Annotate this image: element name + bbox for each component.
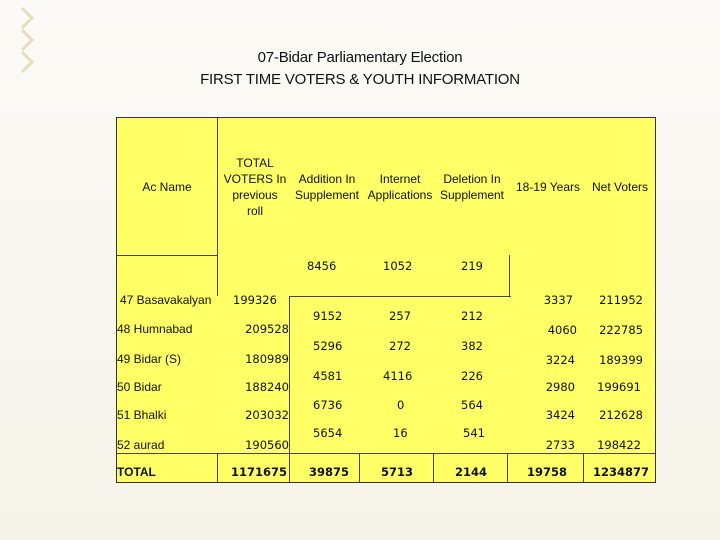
header-total-voters-line: TOTAL: [236, 156, 274, 170]
deletion-cell: 219: [461, 259, 483, 273]
internet-cell: 1052: [383, 259, 413, 273]
total-label: TOTAL: [117, 465, 156, 479]
header-total-voters-line: previous: [232, 188, 278, 202]
total-voters-cell: 180989: [245, 352, 289, 366]
total-voters-cell: 203032: [245, 408, 289, 422]
header-total-voters-line: VOTERS In: [223, 172, 287, 186]
ac-name-cell: 49 Bidar (S): [117, 352, 182, 366]
deletion-cell: 541: [463, 426, 485, 440]
net-voters-cell: 222785: [599, 323, 643, 337]
header-addition-line: Addition In: [298, 172, 356, 186]
years-total: 19758: [527, 465, 568, 479]
header-total-voters: [217, 155, 293, 219]
net-voters-cell: 199691: [597, 380, 641, 394]
total-voters-total: 1171675: [230, 465, 287, 479]
internet-total: 5713: [381, 465, 414, 479]
header-deletion-line: Deletion In: [443, 172, 501, 186]
years-cell: 3424: [545, 408, 575, 422]
addition-cell: 9152: [313, 309, 343, 323]
net-voters-cell: 211952: [599, 293, 643, 307]
addition-cell: 5296: [313, 339, 343, 353]
header-addition-line: Supplement: [294, 188, 360, 202]
internet-cell: 16: [393, 426, 408, 440]
header-addition: [289, 171, 365, 203]
net-voters-cell: 198422: [597, 438, 641, 452]
deletion-cell: 564: [461, 398, 483, 412]
total-voters-cell: 199326: [233, 293, 277, 307]
years-cell: 3224: [545, 353, 575, 367]
total-voters-cell: 188240: [245, 380, 289, 394]
header-total-voters-line: roll: [246, 204, 263, 218]
page-title: 07-Bidar Parliamentary Election: [257, 49, 463, 66]
voters-table: [116, 117, 656, 483]
header-internet-line: Internet: [379, 172, 421, 186]
header-internet-line: Applications: [367, 188, 433, 202]
net-voters-cell: 189399: [599, 353, 643, 367]
addition-cell: 8456: [307, 259, 337, 273]
header-ac-name: Ac Name: [142, 180, 192, 194]
net-voters-cell: 212628: [599, 408, 643, 422]
header-deletion: [435, 171, 509, 203]
ac-name-cell: 51 Bhalki: [117, 408, 167, 422]
total-voters-cell: 209528: [245, 322, 289, 336]
header-net-voters: Net Voters: [591, 180, 649, 194]
internet-cell: 4116: [383, 369, 413, 383]
deletion-cell: 382: [461, 339, 483, 353]
years-cell: 2733: [545, 438, 575, 452]
deletion-cell: 226: [461, 369, 483, 383]
ac-name-cell: 52 aurad: [117, 438, 165, 452]
header-deletion-line: Supplement: [439, 188, 505, 202]
internet-cell: 0: [397, 398, 405, 412]
ac-name-cell: 48 Humnabad: [117, 322, 193, 336]
addition-total: 39875: [309, 465, 350, 479]
page-subtitle: FIRST TIME VOTERS & YOUTH INFORMATION: [200, 71, 520, 88]
addition-cell: 6736: [313, 398, 343, 412]
header-18-19-years: 18-19 Years: [515, 180, 581, 194]
internet-cell: 257: [389, 309, 411, 323]
deletion-cell: 212: [461, 309, 483, 323]
header-internet: [363, 171, 437, 203]
ac-name-cell: 50 Bidar: [117, 380, 162, 394]
addition-cell: 5654: [313, 426, 343, 440]
years-cell: 2980: [545, 380, 575, 394]
deletion-total: 2144: [455, 465, 488, 479]
ac-name-cell: 47 Basavakalyan: [120, 293, 212, 307]
addition-cell: 4581: [313, 369, 343, 383]
net-voters-total: 1234877: [593, 465, 650, 479]
years-cell: 4060: [547, 323, 577, 337]
total-voters-cell: 190560: [245, 438, 289, 452]
years-cell: 3337: [543, 293, 573, 307]
internet-cell: 272: [389, 339, 411, 353]
